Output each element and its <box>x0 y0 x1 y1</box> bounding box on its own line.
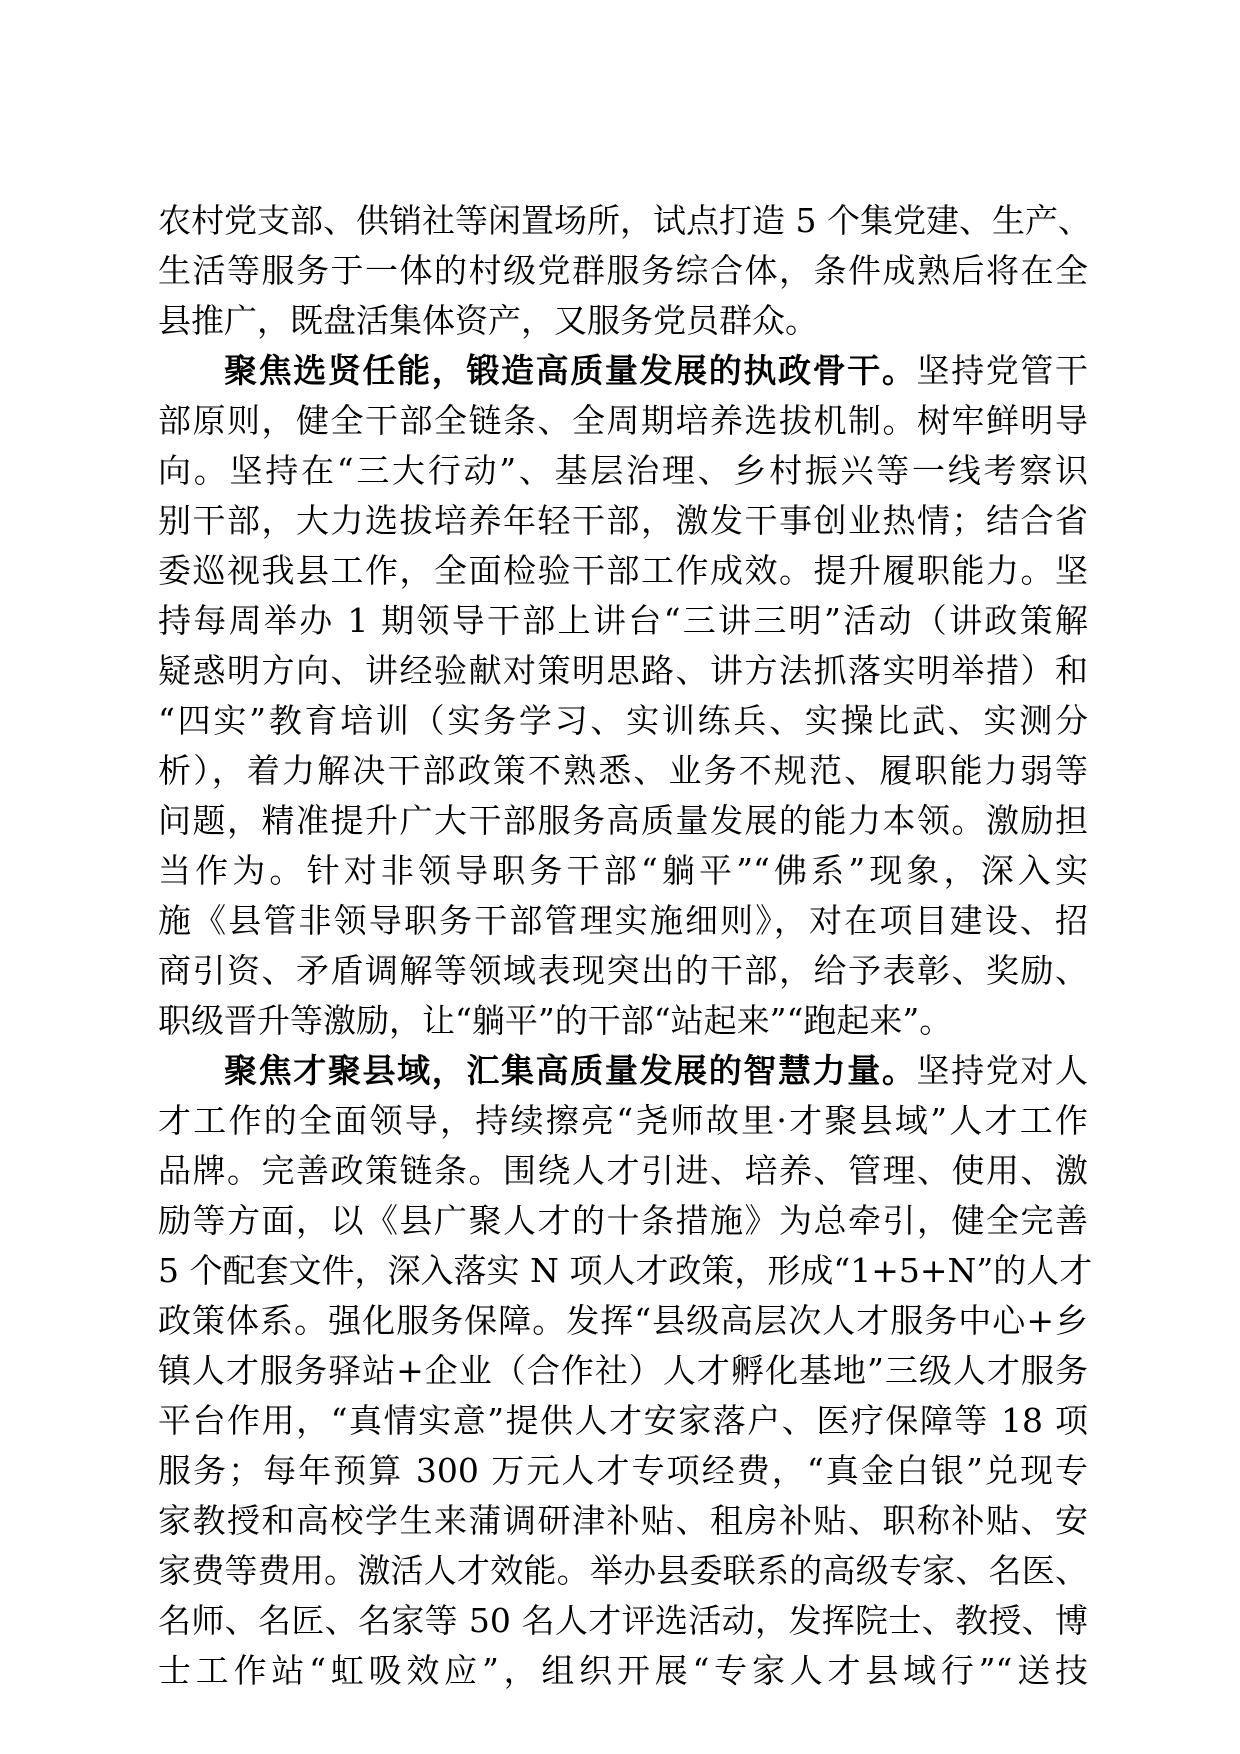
paragraph-2-line-3: 向。坚持在“三大行动”、基层治理、乡村振兴等一线考察识 <box>158 451 1088 490</box>
paragraph-2-line-13: 商引资、矛盾调解等领域表现突出的干部，给予表彰、奖励、 <box>158 951 1088 990</box>
paragraph-1-line-1: 农村党支部、供销社等闲置场所，试点打造 5 个集党建、生产、 <box>158 201 1091 240</box>
paragraph-3-line-1 <box>158 1046 1088 1096</box>
paragraph-3-line-8: 平台作用，“真情实意”提供人才安家落户、医疗保障等 18 项 <box>158 1401 1088 1440</box>
paragraph-3-line-9: 服务；每年预算 300 万元人才专项经费，“真金白银”兑现专 <box>158 1451 1088 1490</box>
paragraph-3-line-11: 家费等费用。激活人才效能。举办县委联系的高级专家、名医、 <box>158 1551 1088 1590</box>
paragraph-2-line-2: 部原则，健全干部全链条、全周期培养选拔机制。树牢鲜明导 <box>158 401 1088 440</box>
paragraph-2-heading: 聚焦选贤任能，锻造高质量发展的执政骨干。 <box>224 351 917 390</box>
paragraph-3-heading: 聚焦才聚县域，汇集高质量发展的智慧力量。 <box>224 1051 917 1090</box>
paragraph-2-line-5: 委巡视我县工作，全面检验干部工作成效。提升履职能力。坚 <box>158 551 1088 590</box>
paragraph-3-line-5: 5 个配套文件，深入落实 N 项人才政策，形成“1+5+N”的人才 <box>158 1251 1093 1290</box>
paragraph-3-line-3: 品牌。完善政策链条。围绕人才引进、培养、管理、使用、激 <box>158 1151 1088 1190</box>
paragraph-2-line-4: 别干部，大力选拔培养年轻干部，激发干事创业热情；结合省 <box>158 501 1088 540</box>
paragraph-2-line-14: 职级晋升等激励，让“躺平”的干部“站起来”“跑起来”。 <box>158 1001 953 1040</box>
paragraph-3-line-7: 镇人才服务驿站+企业（合作社）人才孵化基地”三级人才服务 <box>158 1351 1088 1390</box>
paragraph-2-line-11: 当作为。针对非领导职务干部“躺平”“佛系”现象，深入实 <box>158 851 1088 890</box>
paragraph-3-line-12: 名师、名匠、名家等 50 名人才评选活动，发挥院士、教授、博 <box>158 1601 1088 1640</box>
paragraph-3-line-2: 才工作的全面领导，持续擦亮“尧师故里·才聚县域”人才工作 <box>158 1101 1088 1140</box>
paragraph-3-line-1-rest: 坚持党对人 <box>916 1051 1088 1090</box>
paragraph-2-line-8: “四实”教育培训（实务学习、实训练兵、实操比武、实测分 <box>158 701 1088 740</box>
paragraph-2-line-1-rest: 坚持党管干 <box>916 351 1088 390</box>
paragraph-2-line-9: 析），着力解决干部政策不熟悉、业务不规范、履职能力弱等 <box>158 751 1088 790</box>
paragraph-3-line-13: 士工作站“虹吸效应”，组织开展“专家人才县域行”“送技 <box>158 1651 1088 1690</box>
paragraph-2-line-7: 疑惑明方向、讲经验献对策明思路、讲方法抓落实明举措）和 <box>158 651 1088 690</box>
paragraph-2-line-12: 施《县管非领导职务干部管理实施细则》，对在项目建设、招 <box>158 901 1088 940</box>
paragraph-3-line-6: 政策体系。强化服务保障。发挥“县级高层次人才服务中心+乡 <box>158 1301 1088 1340</box>
paragraph-1-line-2: 生活等服务于一体的村级党群服务综合体，条件成熟后将在全 <box>158 251 1088 290</box>
paragraph-1-line-3: 县推广，既盘活集体资产，又服务党员群众。 <box>158 301 818 340</box>
paragraph-3-line-10: 家教授和高校学生来蒲调研津补贴、租房补贴、职称补贴、安 <box>158 1501 1088 1540</box>
paragraph-2-line-1 <box>158 346 1088 396</box>
paragraph-2-line-10: 问题，精准提升广大干部服务高质量发展的能力本领。激励担 <box>158 801 1088 840</box>
paragraph-2-line-6: 持每周举办 1 期领导干部上讲台“三讲三明”活动（讲政策解 <box>158 601 1088 640</box>
body-text <box>158 196 1093 1696</box>
paragraph-3-line-4: 励等方面，以《县广聚人才的十条措施》为总牵引，健全完善 <box>158 1201 1088 1240</box>
